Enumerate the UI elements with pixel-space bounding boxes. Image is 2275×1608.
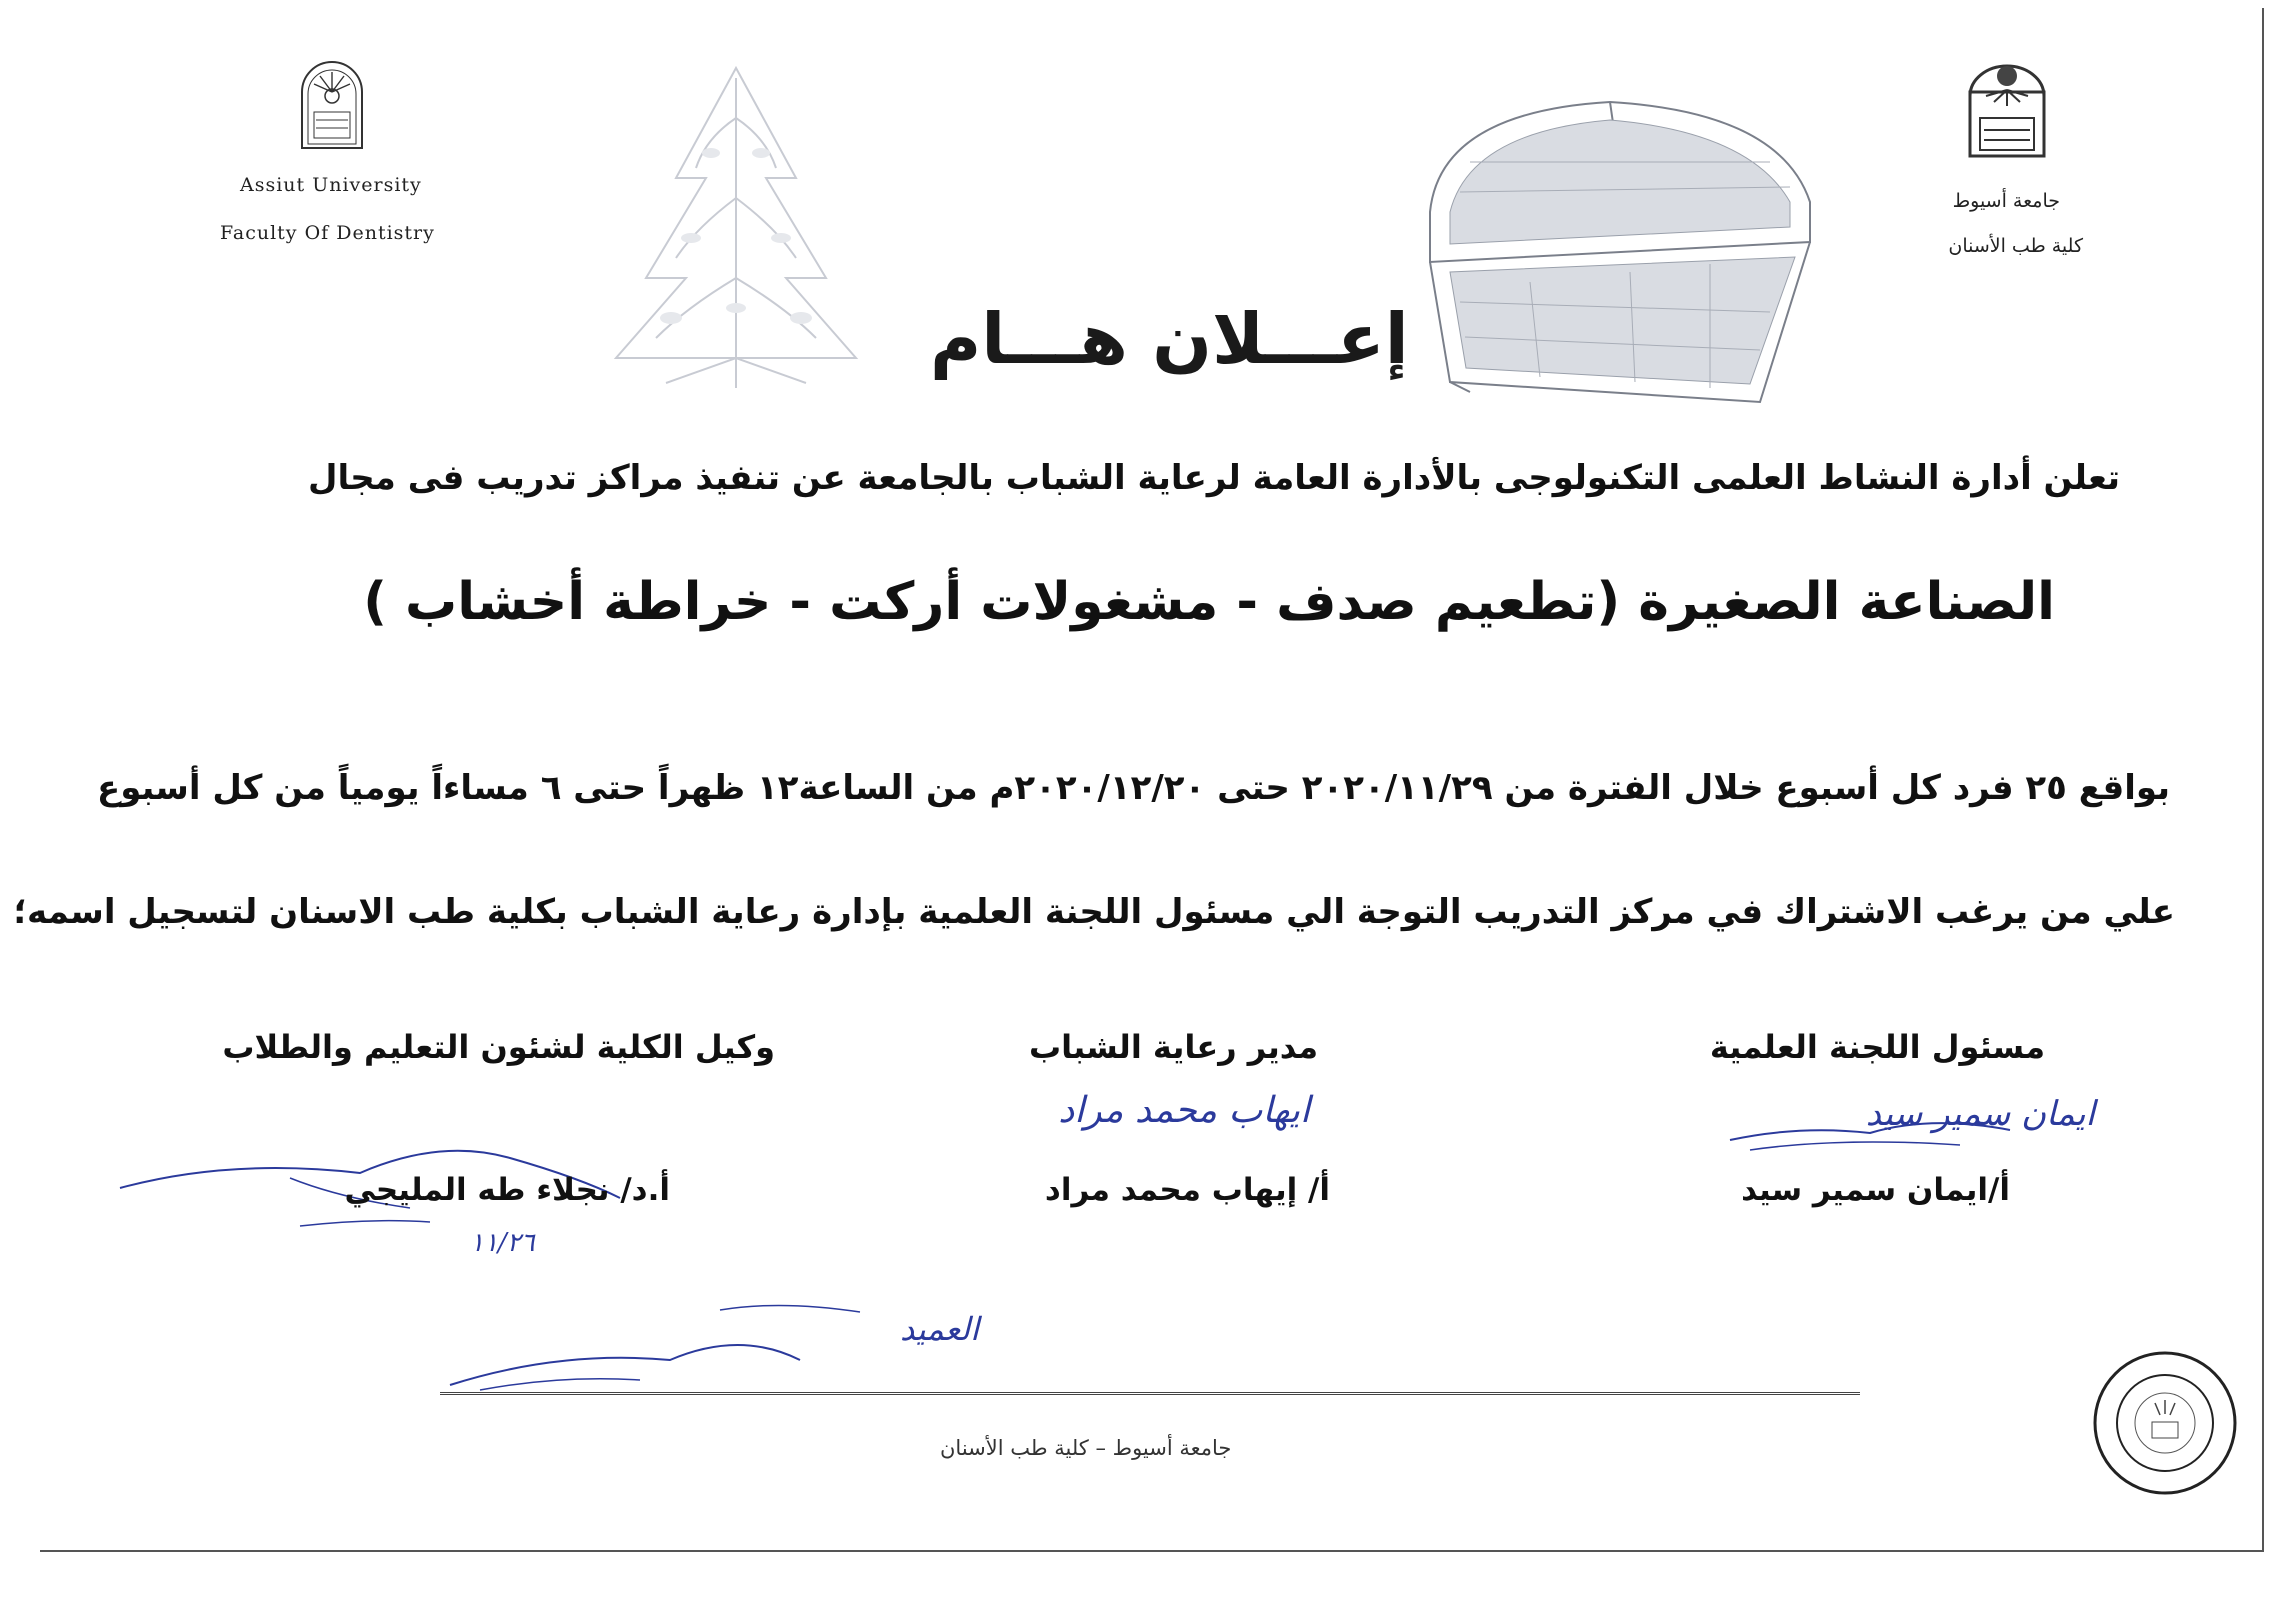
signature-scribble-science-committee bbox=[1720, 1085, 2020, 1165]
university-logo-right bbox=[1966, 62, 2048, 158]
header-university-en: Assiut University bbox=[240, 174, 422, 196]
signature-name-science-committee: أ/ايمان سمير سيد bbox=[1741, 1172, 2010, 1208]
signature-name-youth-director: أ/ إيهاب محمد مراد bbox=[1044, 1172, 1330, 1208]
announcement-title: إعـــلان هـــام bbox=[930, 298, 1409, 380]
decorative-chest-image bbox=[1410, 92, 1830, 412]
header-faculty-ar: كلية طب الأسنان bbox=[1948, 235, 2083, 257]
signature-title-youth-director: مدير رعاية الشباب bbox=[1029, 1028, 1318, 1066]
signature-date-vice-dean: ١١/٢٦ bbox=[470, 1228, 535, 1258]
header-faculty-en: Faculty Of Dentistry bbox=[220, 222, 435, 244]
assiut-logo-icon bbox=[296, 52, 368, 150]
announcement-line-4: علي من يرغب الاشتراك في مركز التدريب التوجة الي مسئول اللجنة العلمية بإدارة رعاية الشباب بكلية طب الاسنان لتسجيل اسمه؛ bbox=[13, 892, 2175, 932]
signature-name-vice-dean: أ.د/ نجلاء طه المليجي bbox=[344, 1172, 670, 1208]
chest-icon bbox=[1410, 92, 1830, 412]
assiut-university-logo-icon bbox=[1966, 62, 2048, 158]
seal-stamp-icon bbox=[2090, 1348, 2240, 1498]
footer-text: جامعة أسيوط – كلية طب الأسنان bbox=[940, 1436, 1232, 1460]
announcement-line-2: الصناعة الصغيرة (تطعيم صدف - مشغولات أركت - خراطة أخشاب ) bbox=[363, 572, 2055, 632]
dean-handwriting-text: العميد bbox=[900, 1310, 980, 1348]
header-university-ar: جامعة أسيوط bbox=[1952, 190, 2060, 212]
signature-handwriting-youth-director: ايهاب محمد مراد bbox=[1058, 1090, 1310, 1131]
announcement-line-3: بواقع ٢٥ فرد كل أسبوع خلال الفترة من ٢٠٢٠/١١/٢٩ حتى ٢٠٢٠/١٢/٢٠م من الساعة١٢ ظهراً حتى ٦ مساءاً يومياً من كل أسبوع bbox=[96, 768, 2170, 808]
signature-title-science-committee: مسئول اللجنة العلمية bbox=[1709, 1028, 2045, 1066]
footer-rule bbox=[440, 1392, 1860, 1395]
official-seal bbox=[2090, 1348, 2240, 1498]
signature-title-vice-dean: وكيل الكلية لشئون التعليم والطلاب bbox=[222, 1028, 775, 1066]
signature-handwriting-science-committee: ايمان سمير سيد bbox=[1865, 1094, 2095, 1134]
decorative-tree-image bbox=[596, 58, 876, 398]
announcement-line-1: تعلن أدارة النشاط العلمى التكنولوجى بالأدارة العامة لرعاية الشباب بالجامعة عن تنفيذ مراكز تدريب فى مجال bbox=[308, 458, 2120, 498]
tree-icon bbox=[596, 58, 876, 398]
faculty-logo-left bbox=[296, 52, 368, 150]
